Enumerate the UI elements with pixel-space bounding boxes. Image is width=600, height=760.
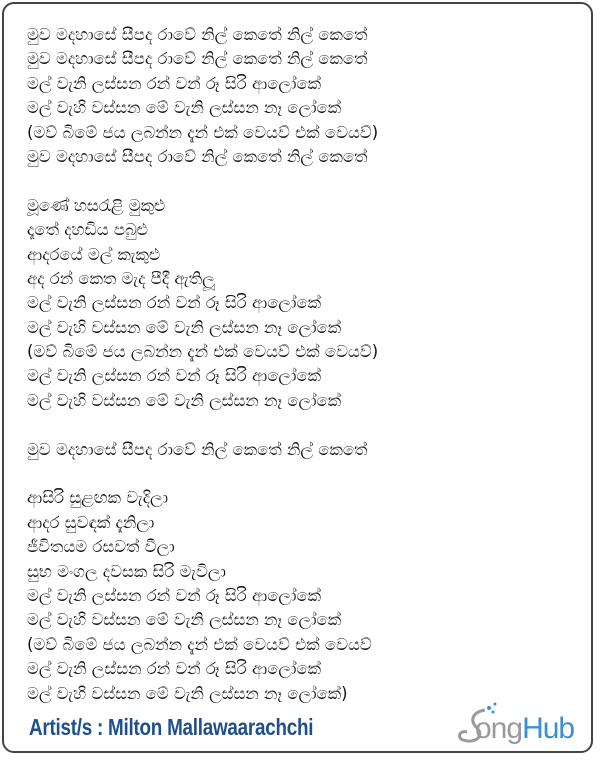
lyric-line: ආසිරි සුළඟක වැදිලා — [27, 488, 169, 508]
blank-line — [27, 413, 378, 437]
songhub-logo — [455, 700, 595, 750]
lyric-line: ආදරයේ මල් කැකුළු — [27, 244, 161, 264]
lyric-line: අද රන් කෙත මැද පීදී ඇතිලූ — [27, 268, 215, 288]
lyric-line: මූණේ හසරැළි මුකුළු — [27, 195, 166, 215]
lyric-line: (මව් බිමේ ජය ලබන්න දැන් එක් වෙයව් එක් වෙයව් — [27, 634, 372, 654]
lyric-line: දෑතේ දහඩිය පබුළු — [27, 220, 148, 240]
logo-text-hub: Hub — [522, 712, 575, 745]
artist-credit: Artist/s : Milton Mallawaarachchi — [29, 714, 314, 740]
lyric-line: මල් වැහි වස්සන මේ වැනි ලස්සන නෑ ලෝකේ — [27, 390, 342, 410]
lyric-line: මල් වැහි වස්සන මේ වැනි ලස්සන නෑ ලෝකේ — [27, 317, 342, 337]
lyric-line: මල් වැනි ලස්සන රන් වන් රූ සිරි ආලෝකේ — [27, 293, 322, 313]
logo-text-ong: ong — [475, 712, 523, 745]
lyric-line: මල් වැනි ලස්සන රන් වන් රූ සිරි ආලෝකේ — [27, 366, 322, 386]
lyric-line: මල් වැනි ලස්සන රන් වන් රූ සිරි ආලෝකේ — [27, 73, 322, 93]
blank-line — [27, 169, 378, 193]
lyric-line: (මව් බිමේ ජය ලබන්න දැන් එක් වෙයව් එක් වෙයව්) — [27, 342, 379, 362]
lyric-line: (මව් බිමේ ජය ලබන්න දැන් එක් වෙයව් එක් වෙයව්) — [27, 122, 379, 142]
lyric-line: ආදර සුවඳක් දැනිලා — [27, 512, 155, 532]
lyric-line: මල් වැහි වස්සන මේ වැනි ලස්සන නෑ ලෝකේ — [27, 98, 342, 118]
lyric-line: මුව මදහාසේ සීපද රාවේ නිල් කෙතේ නිල් කෙතේ — [27, 146, 368, 166]
lyric-line: සුභ මංගල දවසක සිරි මැවිලා — [27, 561, 226, 581]
lyric-line: මුව මදහාසේ සීපද රාවේ නිල් කෙතේ නිල් කෙතේ — [27, 439, 368, 459]
lyric-line: මුව මදහාසේ සීපද රාවේ නිල් කෙතේ නිල් කෙතේ — [27, 25, 368, 44]
logo-wordmark — [475, 712, 574, 746]
lyric-line: මල් වැහි වස්සන මේ වැනි ලස්සන නෑ ලෝකේ) — [27, 683, 348, 703]
lyric-line: මුව මදහාසේ සීපද රාවේ නිල් කෙතේ නිල් කෙතේ — [27, 49, 368, 69]
lyric-line: මල් වැනි ලස්සන රන් වන් රූ සිරි ආලෝකේ — [27, 659, 322, 679]
lyric-line: මල් වැහි වස්සන මේ වැනි ලස්සන නෑ ලෝකේ — [27, 610, 342, 630]
blank-line — [27, 462, 378, 486]
lyrics-list — [27, 23, 378, 706]
lyric-line: මල් වැනි ලස්සන රන් වන් රූ සිරි ආලෝකේ — [27, 585, 322, 605]
lyric-line: ජීවිතයම රසවත් වීලා — [27, 537, 175, 557]
